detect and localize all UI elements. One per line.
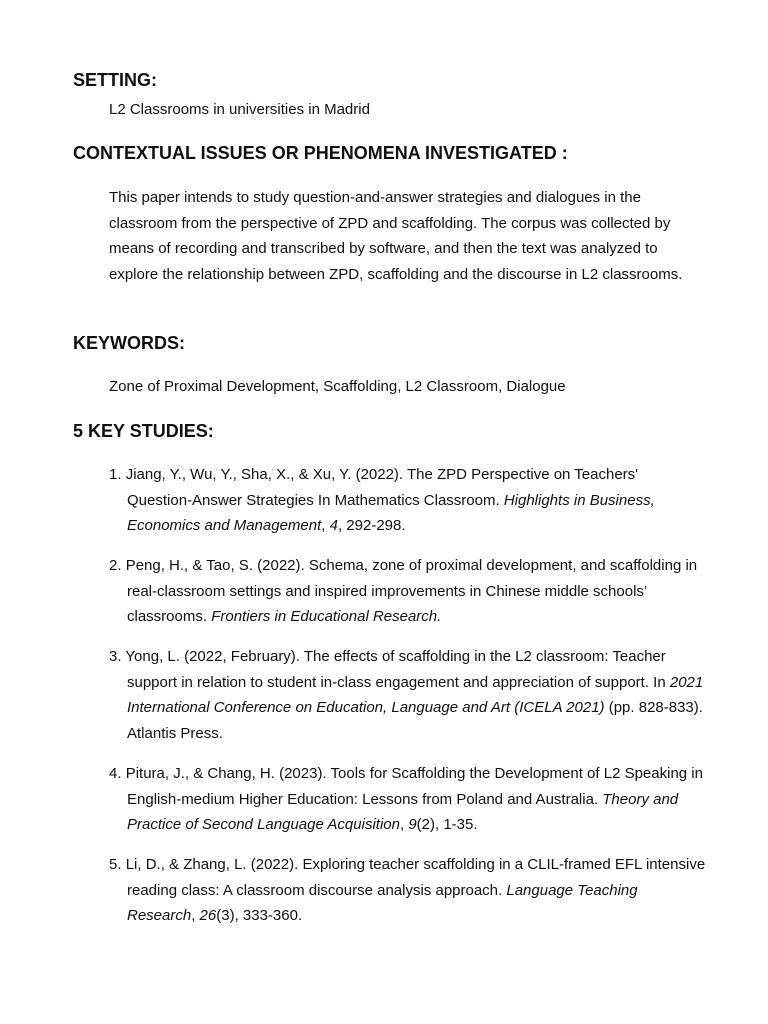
study-volume: 26 bbox=[199, 907, 217, 924]
study-sep: , bbox=[321, 517, 330, 534]
keywords-heading: KEYWORDS: bbox=[73, 333, 185, 353]
setting-text: L2 Classrooms in universities in Madrid bbox=[109, 101, 370, 118]
study-source: Highlights in Business, Economics and Management bbox=[127, 491, 655, 534]
study-citation: Li, D., & Zhang, L. (2022). Exploring teacher scaffolding in a CLIL-framed EFL intensive reading class: A classroom discourse analysis approach. bbox=[125, 856, 706, 899]
study-number: 1. bbox=[109, 466, 122, 483]
study-item bbox=[109, 553, 707, 630]
study-item bbox=[109, 852, 707, 929]
keywords-text: Zone of Proximal Development, Scaffolding, L2 Classroom, Dialogue bbox=[109, 378, 566, 395]
study-item bbox=[109, 761, 707, 838]
study-citation: Peng, H., & Tao, S. (2022). Schema, zone of proximal development, and scaffolding in real-classroom settings and inspired improvements in Chinese middle schools’ classrooms. bbox=[125, 557, 698, 625]
study-item bbox=[109, 462, 707, 539]
study-source: Theory and Practice of Second Language Acquisition bbox=[127, 790, 679, 833]
study-citation: Jiang, Y., Wu, Y., Sha, X., & Xu, Y. (2022). The ZPD Perspective on Teachers' Question-Answer Strategies In Mathematics Classroom. bbox=[125, 466, 639, 509]
study-sep: , bbox=[191, 907, 200, 924]
study-item bbox=[109, 644, 707, 746]
study-pages: (3), 333-360. bbox=[216, 907, 303, 924]
study-source: Frontiers in Educational Research. bbox=[211, 608, 442, 625]
setting-heading: SETTING: bbox=[73, 70, 157, 90]
study-number: 5. bbox=[109, 856, 122, 873]
study-volume: 9 bbox=[408, 816, 417, 833]
study-sep: , bbox=[399, 816, 409, 833]
context-heading: CONTEXTUAL ISSUES OR PHENOMENA INVESTIGATED : bbox=[73, 143, 568, 163]
study-citation: Yong, L. (2022, February). The effects of scaffolding in the L2 classroom: Teacher support in relation to student in-class engagement and appreciation of support. In bbox=[125, 648, 666, 691]
study-number: 2. bbox=[109, 557, 122, 574]
study-number: 4. bbox=[109, 765, 122, 782]
study-source: Language Teaching Research bbox=[127, 881, 638, 924]
study-pages: (pp. 828-833). Atlantis Press. bbox=[127, 699, 703, 742]
context-text: This paper intends to study question-and-answer strategies and dialogues in the classroom from the perspective of ZPD and scaffolding. The corpus was collected by means of recording and transcribed by software, and then the text was analyzed to explore the relationship between ZPD, scaffolding and the discourse in L2 classrooms. bbox=[109, 189, 683, 283]
study-pages: , 292-298. bbox=[337, 517, 406, 534]
studies-heading: 5 KEY STUDIES: bbox=[73, 421, 214, 441]
study-volume: 4 bbox=[329, 517, 338, 534]
study-citation: Pitura, J., & Chang, H. (2023). Tools for Scaffolding the Development of L2 Speaking in English-medium Higher Education: Lessons from Poland and Australia. bbox=[125, 765, 703, 808]
study-pages: (2), 1-35. bbox=[416, 816, 478, 833]
study-number: 3. bbox=[109, 648, 122, 665]
study-source: 2021 International Conference on Education, Language and Art (ICELA 2021) bbox=[127, 673, 704, 716]
